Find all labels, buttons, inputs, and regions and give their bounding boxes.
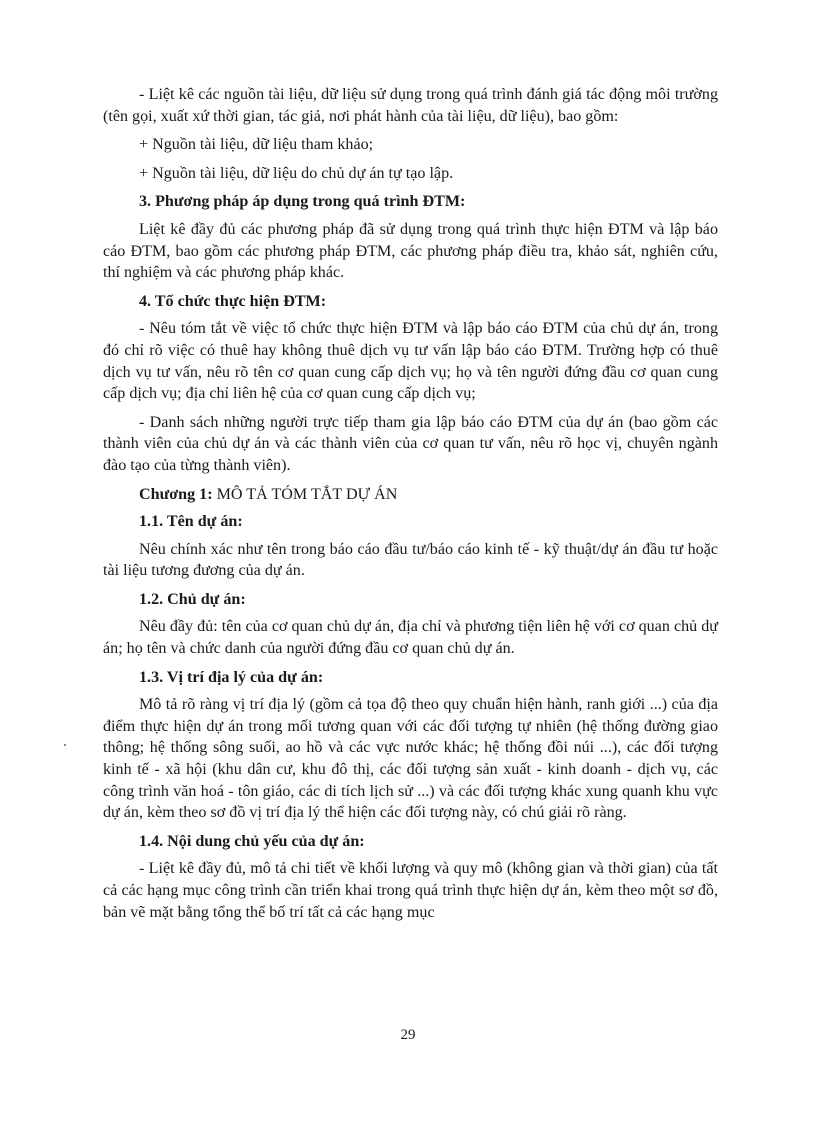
chapter-1-name: MÔ TẢ TÓM TẮT DỰ ÁN — [216, 485, 398, 503]
para-location: Mô tả rõ ràng vị trí địa lý (gồm cả tọa độ theo quy chuẩn hiện hành, ranh giới ...) của địa điểm thực hiện dự án trong mối tương quan với các đối tượng tự nhiên (hệ thống đường giao thông; hệ thống sông suối, ao hồ và các vực nước khác; hệ thống đồi núi ...), các đối tượng kinh tế - xã hội (khu dân cư, khu đô thị, các đối tượng sản xuất - kinh doanh - dịch vụ, các công trình văn hoá - tôn giáo, các di tích lịch sử ...) và các đối tượng khác xung quanh khu vực dự án, kèm theo sơ đồ vị trí địa lý thể hiện các đối tượng này, có chú giải rõ ràng. — [103, 696, 718, 822]
para-owner-sources: + Nguồn tài liệu, dữ liệu do chủ dự án tự tạo lập. — [139, 164, 454, 182]
page-number: 29 — [400, 1027, 416, 1043]
para-main-content: - Liệt kê đầy đủ, mô tả chi tiết về khối lượng và quy mô (không gian và thời gian) của tất cả các hạng mục công trình cần triển khai trong quá trình thực hiện dự án, kèm theo một sơ đồ, bản vẽ mặt bằng tổng thể bố trí tất cả các hạng mục — [103, 860, 718, 921]
heading-1-4: 1.4. Nội dung chủ yếu của dự án: — [139, 832, 365, 850]
heading-1-3: 1.3. Vị trí địa lý của dự án: — [139, 668, 324, 686]
heading-1-2: 1.2. Chủ dự án: — [139, 590, 246, 608]
para-organization: - Nêu tóm tắt về việc tổ chức thực hiện ĐTM và lập báo cáo ĐTM của chủ dự án, trong đó chỉ rõ việc có thuê hay không thuê dịch vụ tư vấn lập báo cáo ĐTM. Trường hợp có thuê dịch vụ tư vấn, nêu rõ tên cơ quan cung cấp dịch vụ; họ và tên người đứng đầu cơ quan cung cấp dịch vụ; địa chỉ liên hệ của cơ quan cung cấp dịch vụ; — [103, 320, 718, 403]
margin-dot — [64, 744, 66, 746]
para-participants: - Danh sách những người trực tiếp tham gia lập báo cáo ĐTM của dự án (bao gồm các thành viên của chủ dự án và các thành viên của cơ quan tư vấn, nêu rõ học vị, chuyên ngành đào tạo của từng thành viên). — [103, 413, 718, 474]
heading-1-1: 1.1. Tên dự án: — [139, 513, 243, 531]
para-project-owner: Nêu đầy đủ: tên của cơ quan chủ dự án, địa chỉ và phương tiện liên hệ với cơ quan chủ dự án; họ tên và chức danh của người đứng đầu cơ quan chủ dự án. — [103, 618, 718, 658]
heading-section-3: 3. Phương pháp áp dụng trong quá trình ĐTM: — [139, 193, 466, 211]
chapter-1-label: Chương 1: — [139, 485, 213, 503]
para-data-sources: - Liệt kê các nguồn tài liệu, dữ liệu sử dụng trong quá trình đánh giá tác động môi trường (tên gọi, xuất xứ thời gian, tác giả, nơi phát hành của tài liệu, dữ liệu), bao gồm: — [103, 86, 718, 125]
para-reference-sources: + Nguồn tài liệu, dữ liệu tham khảo; — [139, 136, 374, 154]
heading-section-4: 4. Tổ chức thực hiện ĐTM: — [139, 292, 327, 310]
para-project-name: Nêu chính xác như tên trong báo cáo đầu tư/báo cáo kinh tế - kỹ thuật/dự án đầu tư hoặc tài liệu tương đương của dự án. — [103, 540, 718, 580]
chapter-1-title — [103, 484, 718, 506]
para-methods: Liệt kê đầy đủ các phương pháp đã sử dụng trong quá trình thực hiện ĐTM và lập báo cáo ĐTM, bao gồm các phương pháp ĐTM, các phương pháp điều tra, khảo sát, nghiên cứu, thí nghiệm và các phương pháp khác. — [103, 220, 718, 282]
document-page — [103, 84, 718, 930]
